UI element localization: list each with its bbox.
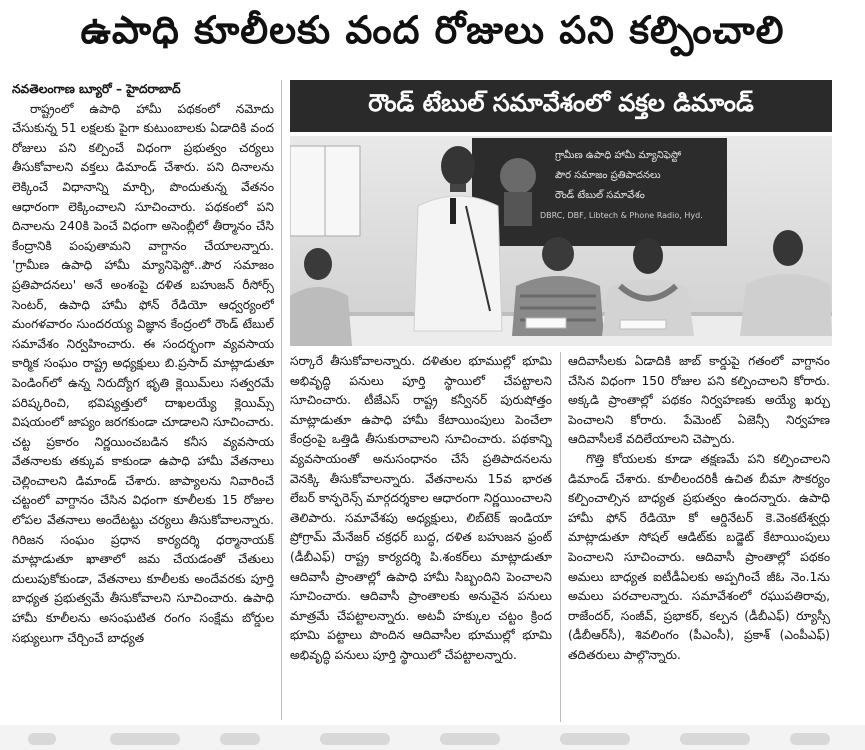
subheadline-banner bbox=[290, 80, 832, 132]
footer-blur bbox=[560, 733, 630, 745]
column-1-paragraph: రాష్ట్రంలో ఉపాధి హామీ పథకంలో నమోదు చేసుకున్న 51 లక్షలకు పైగా కుటుంబాలకు ఏడాదికి వంద రోజులు పని కల్పించే విధంగా ప్రభుత్వం చర్యలు తీసుకోవాలని వక్తలు డిమాండ్ చేశారు. పని దినాలను లెక్కించే విధానాన్ని మార్చి, పొందుతున్న వేతనం ఆధారంగా లెక్కించాలని సూచించారు. పథకంలో పని దినాలను 240కి పెంచే విధంగా అసెంబ్లీలో తీర్మానం చేసి కేంద్రానికి పంపుతామని వాగ్దానం చేయాలన్నారు. 'గ్రామీణ ఉపాధి హామీ మ్యానిఫెస్టో..పౌర సమాజం ప్రతిపాదనలు' అనే అంశంపై దళిత బహుజన్ రీసోర్స్ సెంటర్, ఉపాధి హామీ ఫోన్ రేడియో ఆధ్వర్యంలో మంగళవారం సుందరయ్య విజ్ఞాన కేంద్రంలో రౌండ్ టేబుల్ సమావేశం నిర్వహించారు. ఈ సందర్భంగా వ్యవసాయ కార్మిక సంఘం రాష్ట్ర అధ్యక్షులు బి.ప్రసాద్ మాట్లాడుతూ పెండింగ్‌లో ఉన్న నిరుద్యోగ భృతి క్లెయిమ్‌లు సత్వరమే పరిష్కరించి, భవిష్యత్తులో దాఖలయ్యే క్లెయిమ్స్ విషయంలో జాప్యం జరగకుండా చూడాలని సూచించారు. చట్ట ప్రకారం నిర్ణయించబడిన కనీస వ్యవసాయ వేతనాలకు తక్కువ కాకుండా ఉపాధి హామీ వేతనాలు చెల్లించాలని డిమాండ్ చేశారు. జాప్యాలను నివారించే చట్టంలో వాగ్దానం చేసిన విధంగా కూలీలకు 15 రోజుల లోపల వేతనాలు అందేటట్టు చర్యలు తీసుకోవాలన్నారు. గిరిజన సంఘం ప్రధాన కార్యదర్శి ధర్మానాయక్ మాట్లాడుతూ ఖాతాలో జమ చేయడంతో చేతులు దులుపుకోకుండా, వేతనాలు కూలీలకు అందేవరకు పూర్తి బాధ్యత ప్రభుత్వమే తీసుకోవాలని సూచించారు. ఉపాధి హామీ కూలీలను అసంఘటిత రంగం సంక్షేమ బోర్డుల సభ్యులుగా చేర్చించే బాధ్యత bbox=[12, 101, 274, 645]
footer-blur bbox=[220, 733, 260, 745]
column-2-paragraph: సర్కారే తీసుకోవాలన్నారు. దళితుల భూముల్లో భూమి అభివృద్ధి పనులు పూర్తి స్థాయిలో చేపట్టాలని సూచించారు. టీజేఎస్ రాష్ట్ర కన్వీనర్ పురుషోత్తం మాట్లాడుతూ ఉపాధి హామీ కేటాయింపులు పెంచేలా కేంద్రంపై ఒత్తిడి తీసుకురావాలని సూచించారు. పథకాన్ని వ్యవసాయంతో అనుసంధానం చేసే ప్రతిపాదనలను వెనక్కి తీసుకోవాలన్నారు. వేతనాలను 15వ భారత లేబర్ కాన్ఫరెన్స్ మార్గదర్శకాల ఆధారంగా నిర్ణయించాలని తెలిపారు. సమావేశపు అధ్యక్షులు, లిబ్‌టెక్ ఇండియా ప్రోగ్రామ్ మేనేజర్ చక్రధర్ బుద్ధ, దళిత బహుజన ఫ్రంట్ (డీబీఎఫ్) రాష్ట్ర కార్యదర్శి పి.శంకర్‌లు మాట్లాడుతూ ఆదివాసీ ప్రాంతాల్లో ఉపాధి హామీ సిబ్బందిని పెంచాలని సూచించారు. ఆదివాసీ ప్రాంతాలకు అనువైన పనులు మాత్రమే చేపట్టాలన్నారు. అటవీ హక్కుల చట్టం క్రింద భూమి పట్టాలు పొందిన ఆదివాసీల భూముల్లో భూమి అభివృద్ధి పనులు పూర్తి స్థాయిలో చేపట్టాలన్నారు. bbox=[290, 354, 552, 662]
footer-blur bbox=[790, 733, 830, 745]
subheadline: రౌండ్ టేబుల్ సమావేశంలో వక్తల డిమాండ్ bbox=[368, 89, 754, 117]
photo-banner-line-3: రౌండ్ టేబుల్ సమావేశం bbox=[555, 190, 645, 201]
event-photo bbox=[290, 136, 832, 346]
column-3-paragraph: గొత్తి కోయలకు కూడా తక్షణమే పని కల్పించాలని డిమాండ్ చేశారు. కూలీలందరికీ ఉచిత బీమా సౌకర్యం కల్పించాల్సిన బాధ్యత ప్రభుత్వం ఉందన్నారు. ఉపాధి హామీ ఫోన్ రేడియో కో ఆర్డినేటర్ కె.వెంకటేశ్వర్లు మాట్లాడుతూ సోషల్ ఆడిట్‌కు బడ్జెట్ కేటాయింపులు పెంచాలని సూచించారు. ఆదివాసీ ప్రాంతాల్లో పథకం అమలు బాధ్యత ఐటీడీఏలకు అప్పగించే జీఓ నెం.1ను అమలు పరచాలన్నారు. సమావేశంలో రఘుపతిరావు, రాజేందర్, సంజీవ్, ప్రభాకర్, కల్పన (డీబీఎఫ్) ర్యూస్సీ (డీబీఆర్‌సీ), శివలింగం (పీఎంసీ), ప్రకాశ్ (ఎంపీఎఫ్) తదితరులు పాల్గొన్నారు. bbox=[568, 451, 830, 662]
footer-blur bbox=[440, 733, 500, 745]
byline: నవతెలంగాణ బ్యూరో – హైదరాబాద్ bbox=[12, 82, 181, 96]
column-3-paragraph: ఆదివాసీలకు ఏడాదికి జాబ్ కార్డుపై గతంలో వాగ్దానం చేసిన విధంగా 150 రోజుల పని కల్పించాలని కోరారు. అక్కడి ప్రాంతాల్లో పథకం నిర్వహణకు అయ్యే ఖర్చు పెంచాలని కోరారు. పేమెంట్ ఏజెన్సీ నిర్వహణ ఆదివాసీలకే వదిలేయాలని చెప్పారు. bbox=[568, 354, 830, 447]
article-column-2 bbox=[290, 352, 552, 722]
footer-blur bbox=[28, 733, 56, 745]
column-divider bbox=[560, 352, 561, 722]
photo-banner-line-4: DBRC, DBF, Libtech & Phone Radio, Hyd. bbox=[540, 211, 703, 220]
headline: ఉపాధి కూలీలకు వంద రోజులు పని కల్పించాలి bbox=[80, 8, 785, 52]
footer-blur bbox=[110, 733, 180, 745]
photo-banner-line-2: పౌర సమాజం ప్రతిపాదనలు bbox=[555, 170, 661, 181]
footer-blur bbox=[320, 733, 390, 745]
photo-banner bbox=[472, 138, 727, 246]
footer-blur bbox=[680, 733, 750, 745]
photo-banner-line-1: గ్రామీణ ఉపాధి హామీ మ్యానిఫెస్టో bbox=[555, 150, 682, 161]
column-divider bbox=[281, 80, 282, 720]
article-column-1 bbox=[12, 80, 274, 720]
article-column-3 bbox=[568, 352, 830, 722]
